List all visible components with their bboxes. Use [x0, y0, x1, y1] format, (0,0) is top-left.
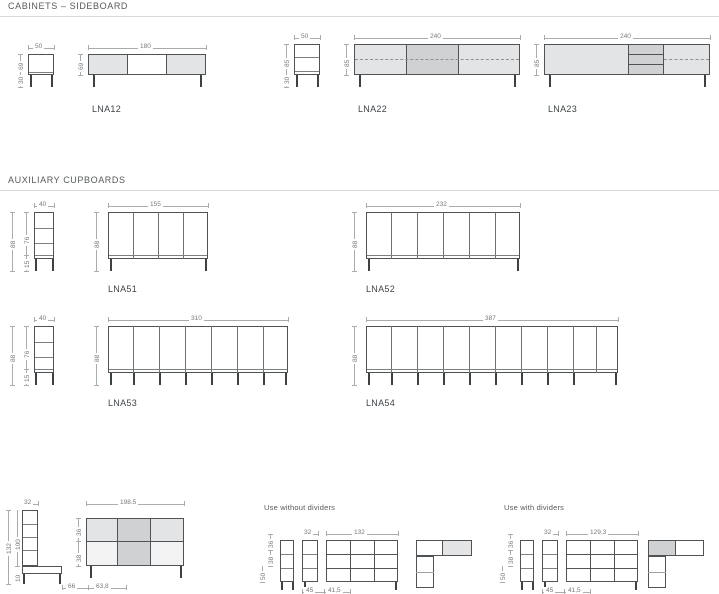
figure-lna23-front [530, 24, 719, 114]
dim-tick [268, 534, 273, 535]
mini-unit-end [542, 540, 558, 582]
leg [368, 259, 370, 271]
panel-divider [374, 540, 375, 582]
panel-divider [263, 326, 264, 373]
shelf-line [23, 537, 37, 538]
caption-lna23: LNA23 [548, 104, 578, 114]
panel [87, 542, 117, 565]
dim-label-depth: 40 [39, 315, 47, 322]
dim-label-width: 132 [354, 529, 365, 536]
dim-label-h-b: 38 [268, 556, 275, 564]
leg [180, 566, 182, 578]
leg [59, 574, 61, 584]
mini-unit-end [302, 540, 318, 582]
caption-lna22: LNA22 [358, 104, 388, 114]
dim-tick [94, 271, 99, 272]
dim-label-h-b: 38 [508, 556, 515, 564]
leg [532, 582, 534, 590]
panel-divider [391, 326, 392, 373]
shelf-line [521, 568, 533, 569]
dim-label-plinth: 15 [24, 260, 31, 268]
leg [521, 582, 523, 590]
dim-label-width: 310 [191, 315, 202, 322]
shelf-line [303, 554, 317, 555]
figure-lna51-front [82, 198, 242, 298]
leg [211, 373, 213, 385]
mini-unit-side [280, 540, 294, 582]
leg [495, 373, 497, 385]
dim-tick [38, 501, 39, 506]
dim-label-height: 88 [352, 354, 359, 362]
panel [151, 542, 183, 565]
dim-label-base-b: 63,8 [96, 583, 109, 590]
panel-divider [133, 326, 134, 373]
figure-with-dividers [500, 518, 719, 594]
dim-label-depth: 32 [544, 529, 552, 536]
dim-tick [352, 271, 357, 272]
dim-tick [520, 203, 521, 208]
panel-divider [185, 326, 186, 373]
panel-divider [573, 326, 574, 373]
dim-label-plinth: 30 [284, 76, 291, 84]
panel-divider [211, 326, 212, 373]
dim-tick [590, 589, 591, 594]
dim-tick [34, 317, 35, 322]
leg [159, 373, 161, 385]
leg [296, 75, 298, 87]
dim-tick [284, 44, 289, 45]
plan-fill [649, 541, 675, 555]
dim-tick [18, 87, 23, 88]
leg [185, 373, 187, 385]
base-line [367, 255, 519, 256]
panel-divider [547, 326, 548, 373]
dim-tick [366, 203, 367, 208]
base-line [367, 369, 617, 370]
figure-lna51-side [0, 198, 80, 288]
plan-fill [442, 541, 471, 555]
dim-tick [62, 585, 63, 590]
leg [52, 373, 54, 385]
leg [110, 259, 112, 271]
shelf-line [543, 568, 557, 569]
panel-divider [590, 540, 591, 582]
leg [547, 373, 549, 385]
dim-tick [544, 35, 545, 40]
leg [237, 373, 239, 385]
dim-label-width: 387 [485, 315, 496, 322]
drawer-stack [629, 45, 663, 74]
shelf-line [543, 554, 557, 555]
shelf-dashed-line [355, 59, 519, 60]
leg [549, 75, 551, 87]
panel-divider [127, 54, 128, 75]
dim-tick [94, 385, 99, 386]
dim-label-height: 85 [284, 59, 291, 67]
figure-lna22-front [340, 24, 540, 114]
shelf-line [35, 255, 53, 256]
leg [281, 582, 283, 590]
shelf-line [521, 554, 533, 555]
leg [317, 75, 319, 87]
dim-tick [352, 385, 357, 386]
shelf-line [281, 554, 293, 555]
dim-tick [344, 75, 349, 76]
leg [615, 373, 617, 385]
dim-label-height: 85 [344, 59, 351, 67]
dim-label-width: 240 [430, 33, 441, 40]
dim-label-depth: 40 [39, 201, 47, 208]
dim-tick [24, 385, 29, 386]
caption-lna51: LNA51 [108, 284, 138, 294]
panel-divider [614, 540, 615, 582]
dim-tick [344, 44, 349, 45]
panel [87, 519, 117, 541]
panel-divider [443, 212, 444, 259]
dim-tick [500, 582, 505, 583]
dim-tick [566, 531, 567, 536]
shelf-line [295, 71, 319, 72]
dim-tick [24, 326, 29, 327]
panel-divider [521, 326, 522, 373]
leg [35, 373, 37, 385]
dim-label-depth: 32 [24, 499, 32, 506]
dim-tick [542, 589, 543, 594]
dim-tick [208, 203, 209, 208]
panel-divider [133, 212, 134, 259]
dim-label-depth: 50 [35, 43, 43, 50]
dim-tick [76, 566, 81, 567]
shelf-line [303, 568, 317, 569]
dim-label-base-a: 45 [546, 587, 554, 594]
leg [51, 75, 53, 87]
dim-tick [520, 35, 521, 40]
panel-divider [442, 540, 443, 556]
door-panel [545, 45, 628, 74]
dim-tick [326, 531, 327, 536]
panel-divider [417, 212, 418, 259]
leg [30, 75, 32, 87]
dim-label-total-height: 88 [10, 240, 17, 248]
note-without-dividers: Use without dividers [264, 503, 336, 512]
leg [521, 373, 523, 385]
dim-label-width: 155 [150, 201, 161, 208]
panel-divider [469, 326, 470, 373]
leg [285, 373, 287, 385]
panel-divider [150, 518, 151, 566]
door-panel [89, 55, 127, 74]
shelf-line [35, 342, 53, 343]
dim-label-h-c: 50 [260, 572, 267, 580]
dim-label-base-b: 41,5 [568, 587, 581, 594]
dim-tick [638, 531, 639, 536]
leg [443, 373, 445, 385]
door-panel [166, 55, 205, 74]
shelf-line [327, 568, 397, 569]
shelf-line [327, 554, 397, 555]
figure-lna22-side [272, 24, 342, 114]
dim-tick [24, 212, 29, 213]
dim-tick [54, 203, 55, 208]
dim-tick [24, 271, 29, 272]
dim-tick [268, 566, 273, 567]
dim-tick [184, 501, 185, 506]
panel-divider [117, 518, 118, 566]
dim-label-plinth: 30 [18, 76, 25, 84]
dim-label-h-c: 50 [500, 572, 507, 580]
section-title-cabinets: CABINETS – SIDEBOARD [8, 1, 129, 11]
mini-unit-side [520, 540, 534, 582]
base-line [109, 255, 207, 256]
mini-sideboard-front [566, 540, 638, 582]
panel-divider [495, 212, 496, 259]
figure-lna12-side [0, 24, 80, 104]
dim-tick [10, 271, 15, 272]
dim-tick [10, 326, 15, 327]
cupboard-body [34, 212, 54, 259]
caption-lna53: LNA53 [108, 398, 138, 408]
figure-lna54-front [340, 312, 640, 412]
shelf-line [567, 554, 637, 555]
panel-divider [237, 326, 238, 373]
leg [517, 259, 519, 271]
dim-label-depth: 50 [301, 33, 309, 40]
dim-tick [108, 203, 109, 208]
leg [263, 373, 265, 385]
dim-tick [6, 510, 11, 511]
dim-tick [10, 385, 15, 386]
caption-lna54: LNA54 [366, 398, 396, 408]
panel-divider [159, 326, 160, 373]
leg [514, 75, 516, 87]
dim-tick [302, 589, 303, 594]
cupboard-body [34, 326, 54, 373]
dim-tick [710, 35, 711, 40]
dim-tick [508, 566, 513, 567]
leg [110, 373, 112, 385]
shelf-line [295, 57, 319, 58]
shelf-line [87, 541, 183, 542]
dim-tick [6, 584, 11, 585]
leg [417, 373, 419, 385]
dim-tick [260, 582, 265, 583]
dim-tick [126, 585, 127, 590]
dim-label-height: 69 [18, 62, 25, 70]
dim-tick [18, 54, 23, 55]
dim-line [26, 212, 27, 255]
leg [292, 582, 294, 590]
dim-tick [108, 317, 109, 322]
dim-tick [366, 317, 367, 322]
dim-tick [352, 212, 357, 213]
dim-tick [354, 35, 355, 40]
cupboard-body [108, 326, 288, 373]
shelf-dashed-line [664, 59, 709, 60]
dim-tick [318, 531, 319, 536]
dim-tick [34, 203, 35, 208]
dim-label-plinth: 15 [24, 374, 31, 382]
panel-divider [417, 326, 418, 373]
dim-label-width: 232 [436, 201, 447, 208]
leg [391, 373, 393, 385]
panel-divider [166, 54, 167, 75]
panel-divider [391, 212, 392, 259]
panel-divider [596, 326, 597, 373]
plan-inner-line [648, 572, 666, 573]
dim-label-mid-height: 100 [15, 539, 22, 550]
leg [23, 574, 25, 584]
leg [635, 582, 637, 590]
panel-divider [443, 326, 444, 373]
panel-divider [350, 540, 351, 582]
dim-tick [320, 35, 321, 40]
figure-lna53-side [0, 312, 80, 412]
section-title-auxiliary: AUXILIARY CUPBOARDS [8, 175, 126, 185]
dim-tick [618, 317, 619, 322]
leg [395, 582, 397, 590]
dim-tick [94, 326, 99, 327]
panel [118, 519, 150, 541]
leg [90, 566, 92, 578]
dim-tick [534, 44, 539, 45]
panel-divider [469, 212, 470, 259]
dim-line [26, 326, 27, 369]
dim-tick [15, 566, 20, 567]
panel-divider [495, 326, 496, 373]
caption-lna12: LNA12 [92, 104, 122, 114]
dim-tick [294, 35, 295, 40]
dim-label-inner-height: 76 [24, 350, 31, 358]
dim-label-height: 88 [94, 354, 101, 362]
panel-divider [675, 540, 676, 556]
shelf-line [35, 228, 53, 229]
section-divider-2 [0, 190, 719, 191]
dim-tick [54, 317, 55, 322]
dim-label-width: 198.5 [120, 499, 137, 506]
bench-extension [22, 566, 62, 574]
dim-label-inner-height: 76 [24, 236, 31, 244]
caption-lna52: LNA52 [366, 284, 396, 294]
leg [573, 373, 575, 385]
dim-tick [398, 531, 399, 536]
dim-tick [86, 501, 87, 506]
leg [133, 373, 135, 385]
shelf-line [567, 568, 637, 569]
tall-unit-side [22, 510, 38, 566]
dim-label-base-b: 41,5 [328, 587, 341, 594]
dim-label-height: 85 [534, 59, 541, 67]
dim-tick [94, 212, 99, 213]
shelf-line [35, 243, 53, 244]
dim-label-h-a: 36 [268, 540, 275, 548]
dim-label-base-a: 66 [68, 583, 76, 590]
leg [93, 75, 95, 87]
dim-tick [508, 534, 513, 535]
leg [52, 259, 54, 271]
dim-label-total-height: 132 [6, 543, 13, 554]
dim-tick [28, 45, 29, 50]
plan-inner-line [416, 572, 434, 573]
dim-tick [558, 531, 559, 536]
dim-tick [78, 54, 83, 55]
dim-label-low-height: 10 [15, 574, 22, 582]
note-with-dividers: Use with dividers [504, 503, 565, 512]
mini-sideboard-front [326, 540, 398, 582]
dim-tick [352, 326, 357, 327]
panel [118, 542, 150, 565]
leg [704, 75, 706, 87]
leg [35, 259, 37, 271]
dim-label-total-height: 88 [10, 354, 17, 362]
dim-tick [288, 317, 289, 322]
dim-label-depth: 32 [304, 529, 312, 536]
leg [205, 259, 207, 271]
dim-label-width: 180 [140, 43, 151, 50]
shelf-line [35, 369, 53, 370]
shelf-line [29, 72, 53, 73]
figure-without-dividers [260, 518, 480, 594]
dim-label-height: 88 [352, 240, 359, 248]
base-line [109, 369, 287, 370]
dim-tick [206, 45, 207, 50]
dim-label-top-mid: 38 [76, 554, 83, 562]
dim-tick [10, 212, 15, 213]
figure-lna52-front [340, 198, 540, 298]
dim-tick [76, 518, 81, 519]
leg [469, 373, 471, 385]
leg [368, 373, 370, 385]
panel-divider [158, 212, 159, 259]
panel [151, 519, 183, 541]
dim-label-height: 69 [78, 62, 85, 70]
cupboard-body [366, 326, 618, 373]
figure-lna12-front [74, 24, 234, 114]
figure-lna53-front [82, 312, 312, 412]
panel-divider [628, 44, 629, 75]
section-divider-1 [0, 16, 719, 17]
dim-label-base-a: 45 [306, 587, 314, 594]
drawer-line [629, 64, 663, 65]
shelf-line [35, 357, 53, 358]
dim-label-h-a: 36 [508, 540, 515, 548]
shelf-line [23, 524, 37, 525]
dim-tick [534, 75, 539, 76]
dim-tick [54, 45, 55, 50]
dim-label-width: 129,3 [590, 529, 607, 536]
dim-tick [78, 75, 83, 76]
leg [200, 75, 202, 87]
figure-composition [0, 490, 230, 594]
dim-tick [284, 87, 289, 88]
dim-tick [88, 45, 89, 50]
dim-label-top-small: 36 [76, 528, 83, 536]
panel-divider [183, 212, 184, 259]
drawer-line [629, 54, 663, 55]
dim-label-width: 240 [620, 33, 631, 40]
dim-tick [350, 589, 351, 594]
leg [359, 75, 361, 87]
shelf-line [23, 550, 37, 551]
shelf-line [281, 568, 293, 569]
dim-label-height: 88 [94, 240, 101, 248]
